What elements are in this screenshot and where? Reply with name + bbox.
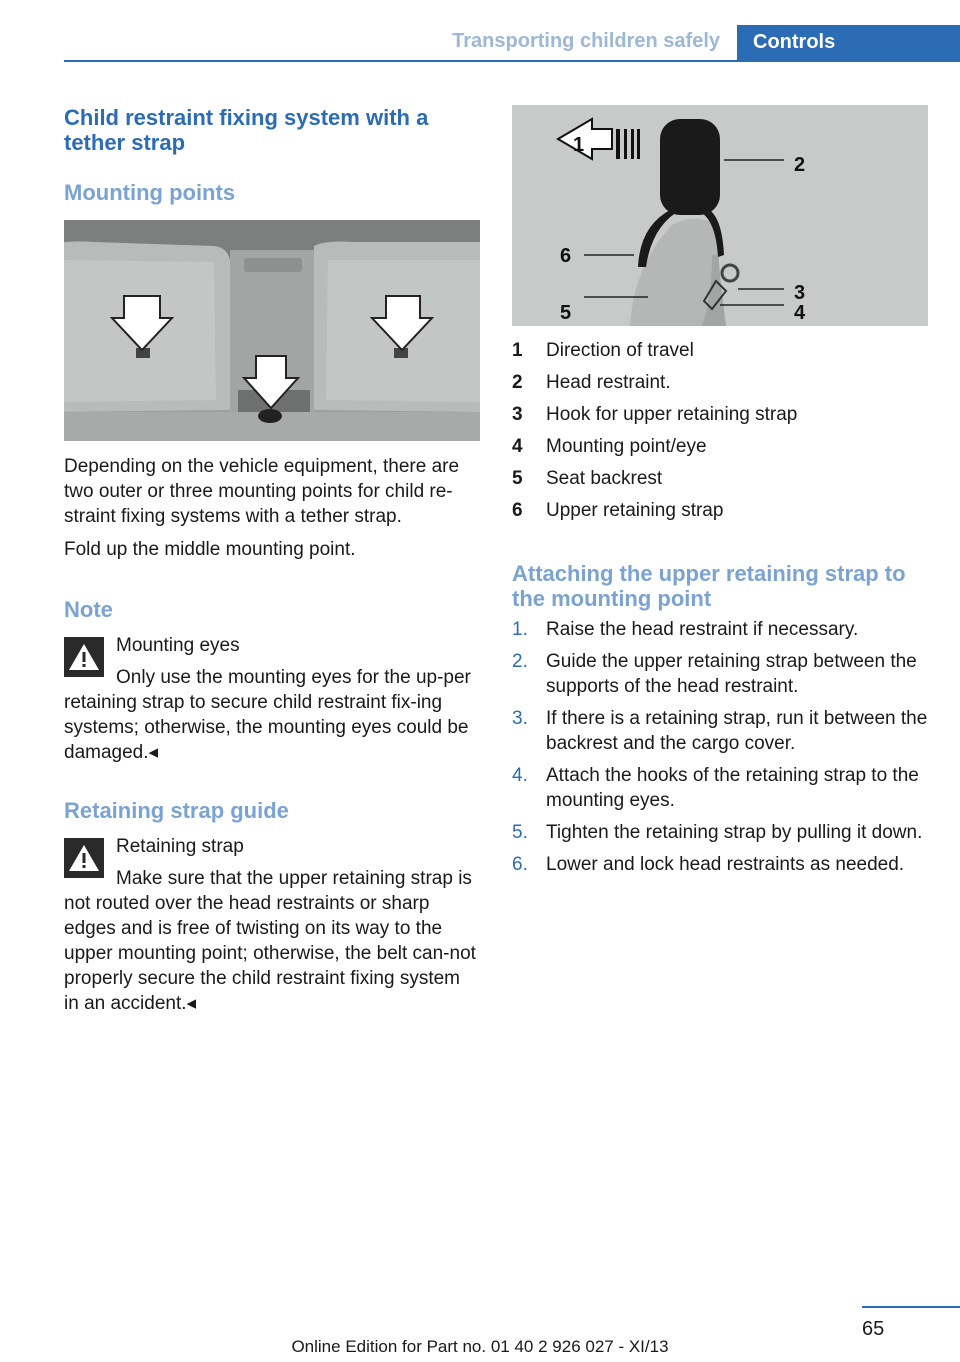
- guide-title: Retaining strap: [116, 836, 244, 857]
- step-number: 4.: [512, 765, 528, 786]
- step-text: Tighten the retaining strap by pulling it down.: [546, 822, 923, 843]
- legend-item: [512, 402, 928, 434]
- section-title: Child restraint fixing system with a tether strap: [64, 105, 429, 155]
- list-item: [512, 617, 928, 642]
- mounting-points-paragraph: Depending on the vehicle equipment, there are two outer or three mounting points for child re-straint fixing systems with a tether strap.: [64, 456, 460, 527]
- diagram-label-2: 2: [794, 154, 806, 176]
- list-item: [512, 763, 928, 813]
- diagram-label-6: 6: [560, 245, 572, 267]
- legend-item: [512, 498, 928, 530]
- legend-number: 4: [512, 436, 523, 457]
- list-item: [512, 852, 928, 877]
- header-chapter-tab: Controls: [737, 25, 960, 62]
- legend-number: 5: [512, 468, 523, 489]
- list-item: [512, 649, 928, 699]
- legend-text: Mounting point/eye: [546, 436, 707, 457]
- guide-text: Make sure that the upper retaining strap is not routed over the head restraints or sharp edges and is free of twisting on its way to the upper mounting point; otherwise, the belt can-not properly secure the child restraint fixing system in an accident.◂: [64, 868, 476, 1014]
- diagram-label-4: 4: [794, 302, 806, 324]
- header-section-title: Transporting children safely: [452, 30, 720, 52]
- step-text: Attach the hooks of the retaining strap to the mounting eyes.: [546, 765, 919, 811]
- note-text: Only use the mounting eyes for the up-per retaining strap to secure child restraint fix-ing systems; otherwise, the mounting eyes could be damaged.◂: [64, 667, 471, 763]
- edition-footer: Online Edition for Part no. 01 40 2 926 027 - XI/13: [291, 1337, 669, 1356]
- legend-text: Hook for upper retaining strap: [546, 404, 798, 425]
- legend-text: Direction of travel: [546, 340, 694, 361]
- step-text: Lower and lock head restraints as needed.: [546, 854, 905, 875]
- legend-number: 6: [512, 500, 523, 521]
- header-rule: [64, 60, 960, 62]
- list-item: [512, 820, 928, 845]
- legend-item: [512, 338, 928, 370]
- steps-list: [512, 617, 928, 884]
- step-text: Guide the upper retaining strap between the supports of the head restraint.: [546, 651, 917, 697]
- step-text: If there is a retaining strap, run it between the backrest and the cargo cover.: [546, 708, 928, 754]
- step-number: 2.: [512, 651, 528, 672]
- legend-text: Head restraint.: [546, 372, 671, 393]
- legend-item: [512, 370, 928, 402]
- fold-up-paragraph: Fold up the middle mounting point.: [64, 539, 356, 560]
- diagram-legend: [512, 338, 928, 530]
- legend-item: [512, 466, 928, 498]
- step-text: Raise the head restraint if necessary.: [546, 619, 859, 640]
- legend-text: Seat backrest: [546, 468, 663, 489]
- legend-number: 3: [512, 404, 523, 425]
- head-restraint-diagram: [512, 105, 928, 326]
- legend-number: 2: [512, 372, 523, 393]
- diagram-label-1: 1: [573, 134, 585, 156]
- footer-rule: [862, 1306, 960, 1308]
- mounting-points-heading: Mounting points: [64, 180, 236, 205]
- page-number: 65: [862, 1318, 885, 1340]
- list-item: [512, 706, 928, 756]
- diagram-label-5: 5: [560, 302, 572, 324]
- step-number: 1.: [512, 619, 528, 640]
- step-number: 6.: [512, 854, 528, 875]
- retaining-strap-guide-heading: Retaining strap guide: [64, 798, 289, 823]
- legend-text: Upper retaining strap: [546, 500, 724, 521]
- note-title: Mounting eyes: [116, 635, 240, 656]
- legend-number: 1: [512, 340, 523, 361]
- step-number: 5.: [512, 822, 528, 843]
- legend-item: [512, 434, 928, 466]
- attaching-heading: Attaching the upper retaining strap to the mounting point: [512, 561, 906, 611]
- note-heading: Note: [64, 597, 113, 622]
- diagram-label-3: 3: [794, 282, 806, 304]
- mounting-points-photo: [64, 220, 480, 441]
- step-number: 3.: [512, 708, 528, 729]
